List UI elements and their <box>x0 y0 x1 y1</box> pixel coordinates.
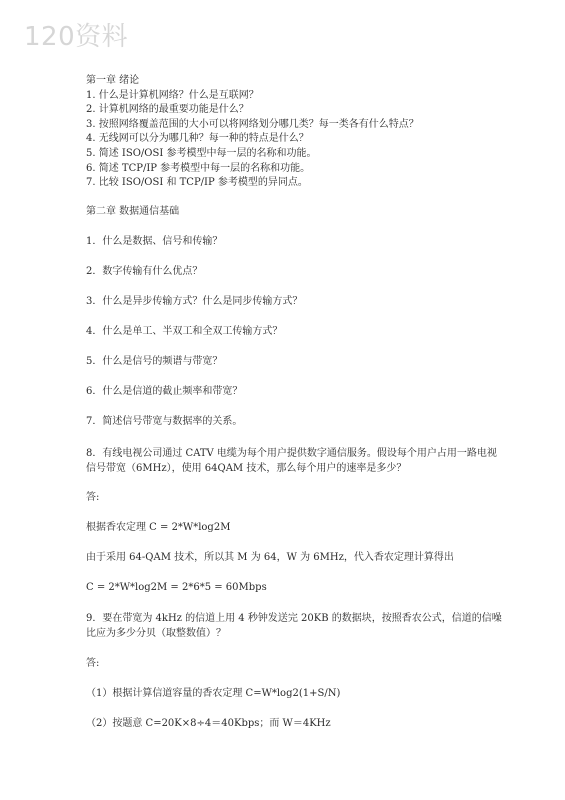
chapter2-question-8: 8．有线电视公司通过 CATV 电缆为每个用户提供数字通信服务。假设每个用户占用一路电视信号带宽（6MHz），使用 64QAM 技术，那么每个用户的速率是多少？ <box>86 447 497 474</box>
chapter1-question-5: 5. 简述 ISO/OSI 参考模型中每一层的名称和功能。 <box>86 147 317 159</box>
chapter1-question-3: 3. 按照网络覆盖范围的大小可以将网络划分哪几类？每一类各有什么特点？ <box>86 118 419 130</box>
question-8-answer-line-3: C = 2*W*log2M = 2*6*5 = 60Mbps <box>86 582 267 594</box>
question-9-answer-line-2: （2）按题意 C=20K×8÷4＝40Kbps；而 W＝4KHz <box>86 718 331 730</box>
chapter2-question-7: 7．简述信号带宽与数据率的关系。 <box>86 416 243 428</box>
watermark: 120资料 <box>24 22 129 52</box>
chapter2-title: 第二章 数据通信基础 <box>86 205 180 217</box>
chapter2-question-1: 1．什么是数据、信号和传输？ <box>86 235 223 247</box>
question-8-answer-line-1: 根据香农定理 C = 2*W*log2M <box>86 522 231 534</box>
chapter2-question-2: 2．数字传输有什么优点？ <box>86 265 203 277</box>
chapter1-title: 第一章 绪论 <box>86 75 140 86</box>
chapter1-question-2: 2. 计算机网络的最重要功能是什么？ <box>86 104 249 116</box>
document-body <box>86 74 506 732</box>
chapter2-question-9: 9．要在带宽为 4kHz 的信道上用 4 秒钟发送完 20KB 的数据块，按照香农公式，信道的信噪比应为多少分贝（取整数值）？ <box>86 613 502 640</box>
chapter2-question-3: 3．什么是异步传输方式？什么是同步传输方式？ <box>86 296 303 308</box>
chapter1-question-4: 4. 无线网可以分为哪几种？每一种的特点是什么？ <box>86 133 309 145</box>
chapter2-question-5: 5．什么是信号的频谱与带宽？ <box>86 356 223 368</box>
chapter1-question-1: 1. 什么是计算机网络？什么是互联网？ <box>86 89 259 101</box>
chapter1-question-7: 7. 比较 ISO/OSI 和 TCP/IP 参考模型的异同点。 <box>86 177 308 189</box>
question-8-answer-label: 答: <box>86 492 100 503</box>
question-9-answer-label: 答: <box>86 657 100 669</box>
chapter1-question-6: 6. 简述 TCP/IP 参考模型中每一层的名称和功能。 <box>86 162 311 174</box>
question-9-answer-line-1: （1）根据计算信道容量的香农定理 C=W*log2(1+S/N) <box>86 687 341 699</box>
chapter2-question-6: 6．什么是信道的截止频率和带宽？ <box>86 386 243 398</box>
chapter2-question-4: 4．什么是单工、半双工和全双工传输方式？ <box>86 326 283 338</box>
question-8-answer-line-2: 由于采用 64-QAM 技术，所以其 M 为 64，W 为 6MHz，代入香农定理计算得出 <box>86 552 454 564</box>
